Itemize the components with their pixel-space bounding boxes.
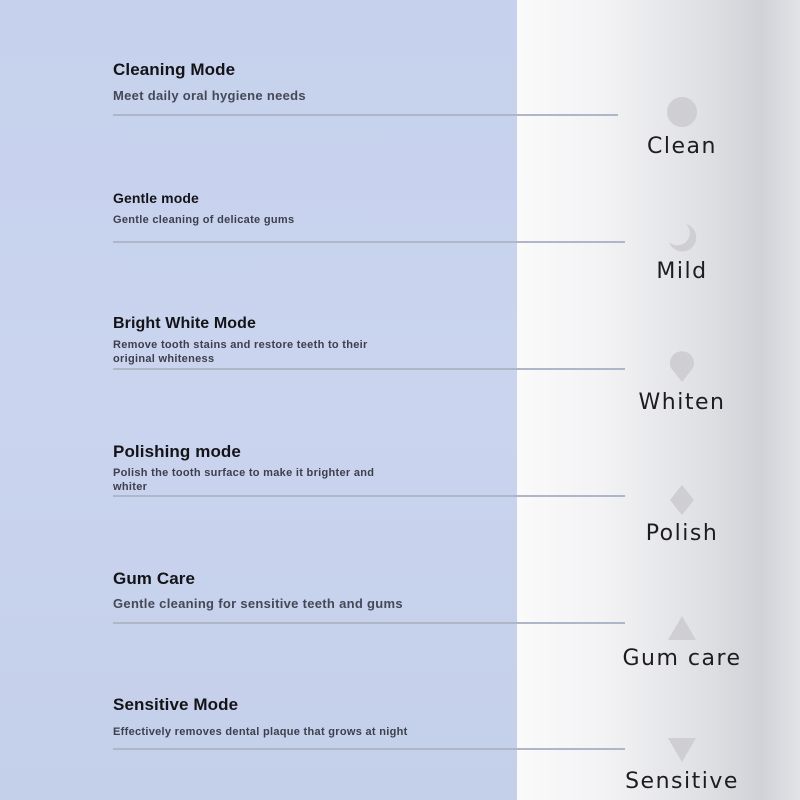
mode-polishing [113,442,413,494]
triangle-down-icon [666,736,698,768]
mode-title: Polishing mode [113,442,241,461]
mode-label-clean: Clean [647,134,717,159]
mode-sensitive [113,695,533,738]
mode-title: Sensitive Mode [113,695,239,714]
crescent-moon-icon [666,222,698,254]
mode-title: Gum Care [113,569,196,588]
mode-description: Gentle cleaning for sensitive teeth and gums [113,596,403,611]
mode-cleaning [113,60,533,103]
mode-gum-care [113,569,533,611]
mode-divider [113,622,625,624]
mode-label-mild: Mild [656,259,708,284]
circle-icon [666,96,698,128]
mode-description: Polish the tooth surface to make it brighter and whiter [113,467,375,493]
mode-label-polish: Polish [645,521,719,546]
triangle-up-icon [666,614,698,646]
mode-divider [113,114,618,116]
mode-bright-white [113,315,413,366]
mode-label-gum-care: Gum care [622,646,742,671]
mode-description: Gentle cleaning of delicate gums [113,214,295,226]
mode-divider [113,495,625,497]
mode-divider [113,368,625,370]
mode-gentle [113,190,533,226]
mode-title: Gentle mode [113,190,199,206]
mode-description: Effectively removes dental plaque that grows at night [113,726,408,738]
mode-divider [113,748,625,750]
water-drop-icon [666,348,698,380]
mode-label-whiten: Whiten [638,390,726,415]
mode-description: Meet daily oral hygiene needs [113,88,306,103]
mode-title: Bright White Mode [113,315,257,332]
mode-title: Cleaning Mode [113,60,236,79]
mode-label-sensitive: Sensitive [625,769,739,794]
mode-description: Remove tooth stains and restore teeth to their original whiteness [113,339,368,365]
mode-divider [113,241,625,243]
diamond-icon [666,484,698,516]
